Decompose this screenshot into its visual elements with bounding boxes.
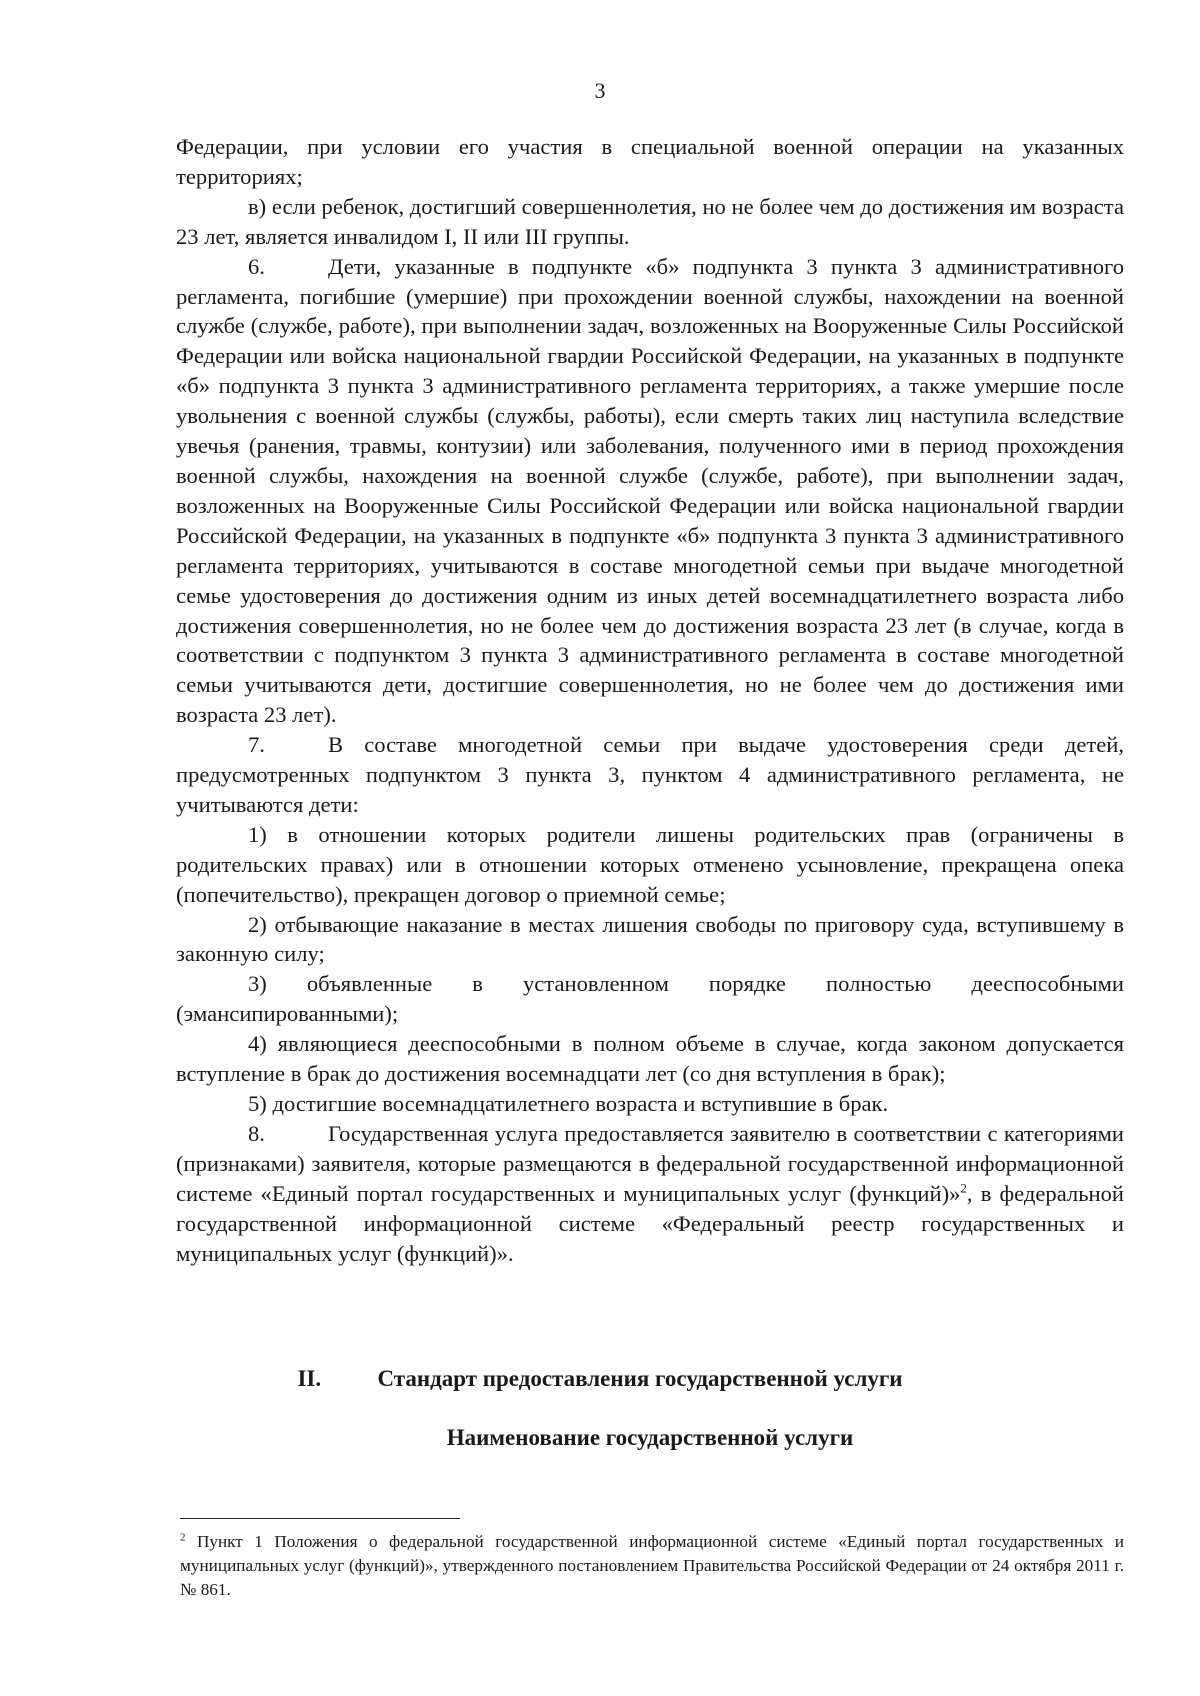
list-item: 5) достигшие восемнадцатилетнего возраста и вступившие в брак. bbox=[248, 1091, 889, 1116]
footnote bbox=[180, 1530, 1124, 1602]
section-heading bbox=[0, 1366, 1200, 1392]
footnote-divider bbox=[180, 1518, 460, 1519]
page-number: 3 bbox=[594, 78, 606, 103]
paragraph: в) если ребенок, достигший совершеннолетия, но не более чем до достижения им возраста 23 лет, является инвалидом I, II или III группы. bbox=[176, 193, 1124, 249]
paragraph-7: 7. В составе многодетной семьи при выдаче удостоверения среди детей, предусмотренных подпунктом 3 пункта 3, пунктом 4 административного регламента, не учитываются дети: bbox=[176, 732, 1124, 817]
paragraph-number: 6. bbox=[248, 253, 265, 279]
footnote-reference: 2 bbox=[960, 1180, 967, 1196]
list-item: 4) являющиеся дееспособными в полном объеме в случае, когда законом допускается вступление в брак до достижения восемнадцати лет (со дня вступления в брак); bbox=[176, 1031, 1124, 1087]
body-text bbox=[176, 132, 1124, 1268]
section-title: Стандарт предоставления государственной услуги bbox=[377, 1366, 903, 1391]
list-item: 1) в отношении которых родители лишены родительских прав (ограничены в родительских правах) или в отношении которых отменено усыновление, прекращена опека (попечительство), прекращен договор о приемной семье; bbox=[176, 821, 1124, 907]
paragraph-number: 7. bbox=[248, 732, 265, 758]
section-number: II. bbox=[297, 1366, 322, 1391]
paragraph-number: 8. bbox=[248, 1120, 265, 1146]
footnote-text: Пункт 1 Положения о федеральной государственной информационной системе «Единый портал государственных и муниципальных услуг (функций)», утвержденного постановлением Правительства Российской Федерации от 24 октября 2011 г. № 861. bbox=[180, 1532, 1124, 1599]
footnote-marker: 2 bbox=[180, 1531, 186, 1544]
paragraph-8: 8. Государственная услуга предоставляется заявителю в соответствии с категориями (признаками) заявителя, которые размещаются в федеральной государственной информационной системе «Единый портал государственных и муниципальных услуг (функций)»$^2$, в федеральной государственной информационной системе «Федеральный реестр государственных и муниципальных услуг (функций)». bbox=[176, 1120, 1124, 1266]
paragraph-6: 6. Дети, указанные в подпункте «б» подпункта 3 пункта 3 административного регламента, погибшие (умершие) при прохождении военной службы, нахождении на военной службе (службе, работе), при выполнении задач, возложенных на Вооруженные Силы Российской Федерации или войска национальной гвардии Российской Федерации, на указанных в подпункте «б» подпункта 3 пункта 3 административного регламента территориях, а также умершие после увольнения с военной службы (службы, работы), если смерть таких лиц наступила вследствие увечья (ранения, травмы, контузии) или заболевания, полученного ими в период прохождения военной службы, нахождения на военной службе (службе, работе), при выполнении задач, возложенных на Вооруженные Силы Российской Федерации или войска национальной гвардии Российской Федерации, на указанных в подпункте «б» подпункта 3 пункта 3 административного регламента территориях, учитываются в составе многодетной семьи при выдаче многодетной семье удостоверения до достижения одним из иных детей восемнадцатилетнего возраста либо достижения совершеннолетия, но не более чем до достижения возраста 23 лет (в случае, когда в соответствии с подпунктом 3 пункта 3 административного регламента в составе многодетной семьи учитываются дети, достигшие совершеннолетия, но не более чем до достижения ими возраста 23 лет). bbox=[176, 253, 1124, 728]
sub-heading: Наименование государственной услуги bbox=[446, 1425, 854, 1450]
list-item: 3) объявленные в установленном порядке полностью дееспособными (эмансипированными); bbox=[176, 971, 1124, 1027]
list-item: 2) отбывающие наказание в местах лишения свободы по приговору суда, вступившему в законную силу; bbox=[176, 911, 1124, 967]
paragraph: Федерации, при условии его участия в специальной военной операции на указанных территориях; bbox=[176, 134, 1124, 189]
